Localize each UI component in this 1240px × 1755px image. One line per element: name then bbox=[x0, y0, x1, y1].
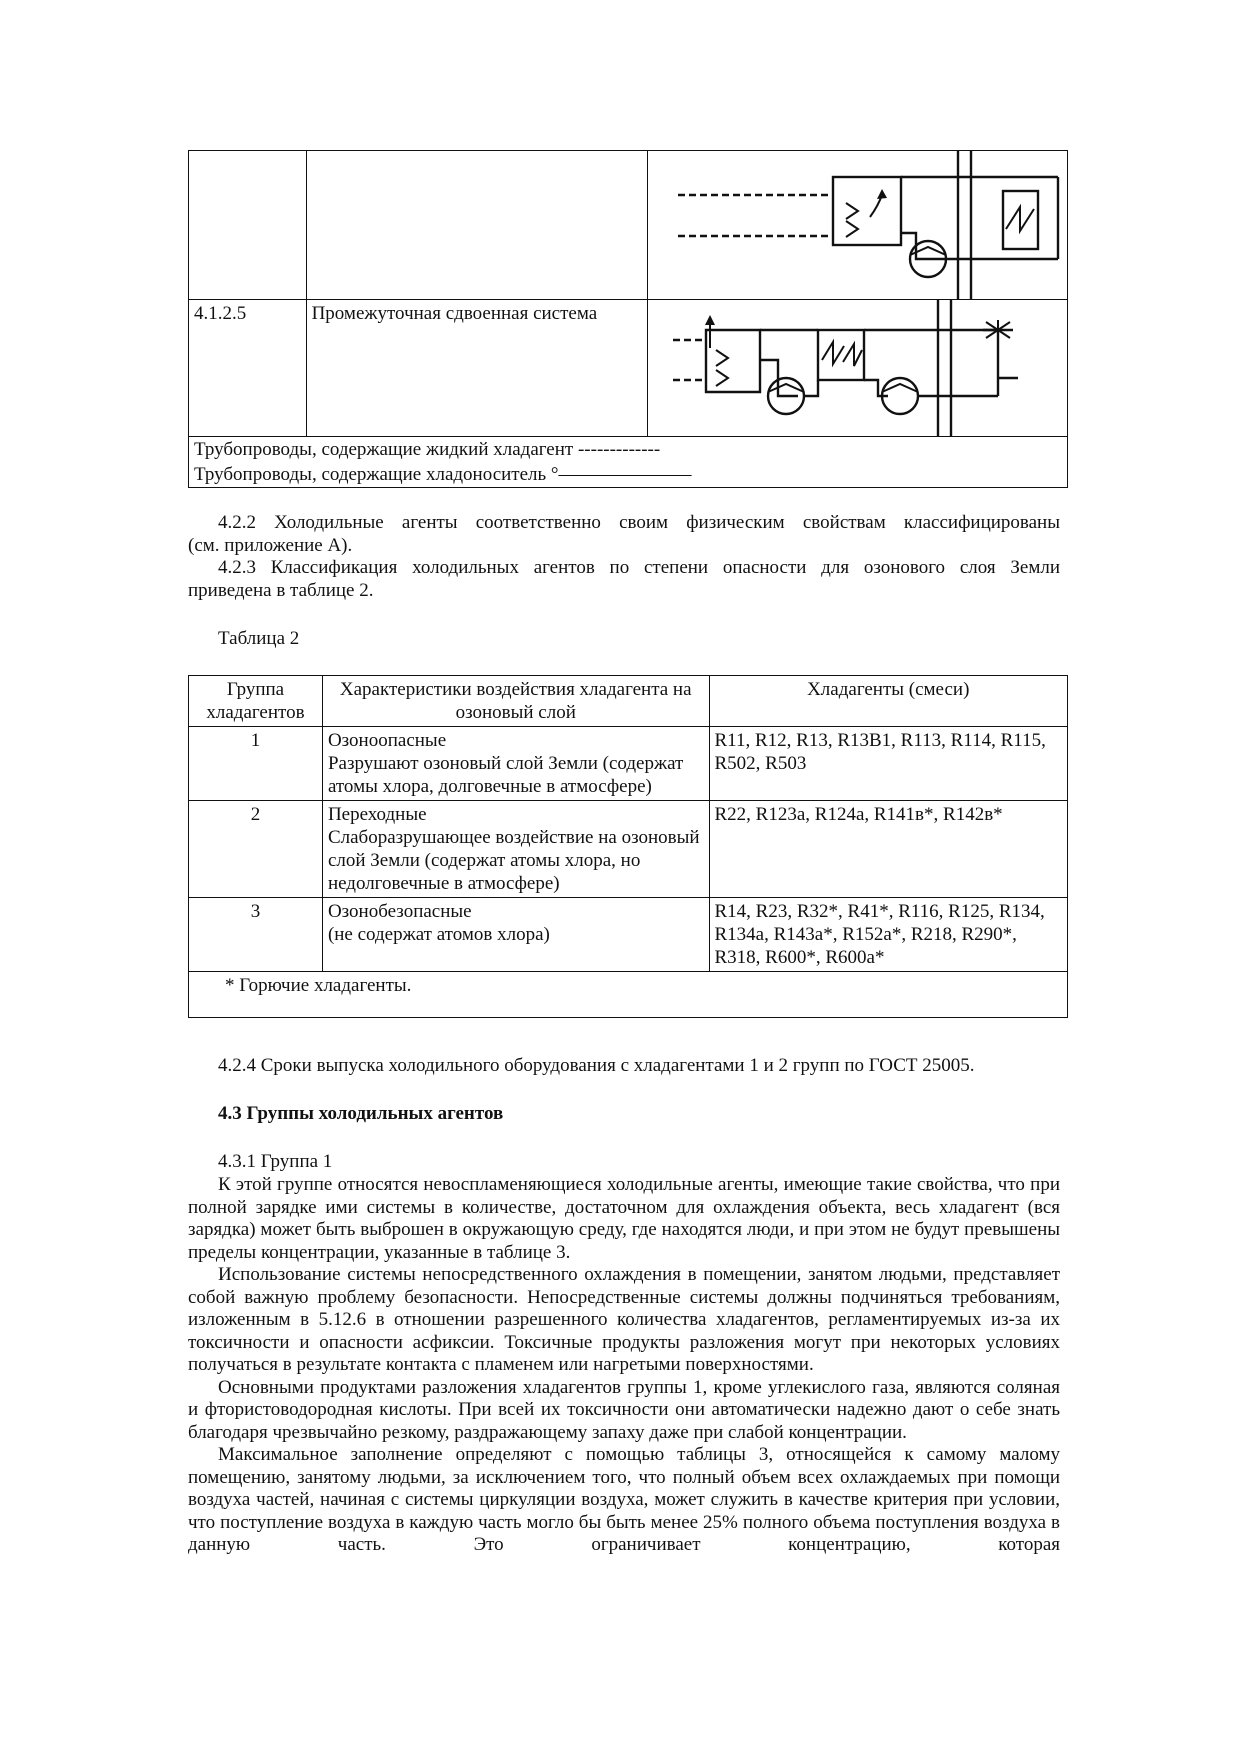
system-scheme-cell bbox=[647, 300, 1067, 437]
intermediate-dual-system-diagram bbox=[648, 300, 1067, 436]
subsection-title-431: 4.3.1 Группа 1 bbox=[218, 1151, 333, 1172]
group-number: 3 bbox=[189, 898, 323, 972]
text-line: 4.2.2 Холодильные агенты соответственно своим физическим свойствам классифицированы bbox=[218, 512, 1060, 533]
text-line: приведена в таблице 2. bbox=[188, 579, 374, 601]
system-code bbox=[189, 151, 307, 300]
group-number: 2 bbox=[189, 801, 323, 898]
char-desc: Разрушают озоновый слой Земли (содержат атомы хлора, долговечные в атмосфере) bbox=[327, 753, 684, 797]
system-name: Промежуточная сдвоенная система bbox=[306, 300, 647, 437]
char-desc: (не содержат атомов хлора) bbox=[327, 924, 550, 945]
characteristics bbox=[322, 727, 709, 801]
agents: R14, R23, R32*, R41*, R116, R125, R134, R134a, R143a*, R152a*, R218, R290*, R318, R600*, R600a* bbox=[709, 898, 1068, 972]
system-scheme-cell bbox=[647, 151, 1067, 300]
paragraph: К этой группе относятся невоспламеняющиеся холодильные агенты, имеющие такие свойства, что при полной зарядке ими системы в количестве, достаточном для охлаждения объекта, весь хладагент (вся зарядка) может быть выброшен в окружающую среду, где находятся люди, и при этом не будут превышены пределы концентрации, указанные в таблице 3. bbox=[188, 1174, 1060, 1263]
agents: R22, R123a, R124a, R141в*, R142в* bbox=[709, 801, 1068, 898]
table-row bbox=[189, 151, 1068, 300]
group-number: 1 bbox=[189, 727, 323, 801]
refrigerant-table bbox=[188, 675, 1068, 1018]
paragraph: Максимальное заполнение определяют с помощью таблицы 3, относящейся к самому малому помещению, занятому людьми, за исключением того, что полный объем всех охлаждаемых при помощи воздуха частей, начиная с системы циркуляции воздуха, может служить в качестве критерия при условии, что поступление воздуха в каждую часть могло бы быть менее 25% полного объема поступления воздуха в данную часть. Это ограничивает концентрацию, которая bbox=[188, 1444, 1060, 1555]
characteristics bbox=[322, 898, 709, 972]
header-agents: Хладагенты (смеси) bbox=[709, 676, 1068, 727]
char-title: Озонобезопасные bbox=[327, 901, 472, 922]
legend-coolant: Трубопроводы, содержащие хладоноситель °——————— bbox=[194, 464, 692, 485]
system-code: 4.1.2.5 bbox=[189, 300, 307, 437]
table-row bbox=[189, 801, 1068, 898]
systems-table bbox=[188, 150, 1068, 488]
paragraph: Использование системы непосредственного охлаждения в помещении, занятом людьми, представляет собой важную проблему безопасности. Непосредственные системы должны подчиняться требованиям, изложенным в 5.12.6 в отношении разрешенного количества хладагентов, регламентируемых из-за их токсичности и опасности асфиксии. Токсичные продукты разложения могут при некоторых условиях получаться в результате контакта с пламенем или нагретыми поверхностями. bbox=[188, 1264, 1060, 1375]
section-heading-43: 4.3 Группы холодильных агентов bbox=[218, 1103, 504, 1124]
text-line: 4.2.3 Классификация холодильных агентов по степени опасности для озонового слоя Земли bbox=[218, 557, 1060, 578]
header-characteristics: Характеристики воздействия хладагента на озоновый слой bbox=[322, 676, 709, 727]
table-row bbox=[189, 898, 1068, 972]
paragraph-424: 4.2.4 Сроки выпуска холодильного оборудования с хладагентами 1 и 2 групп по ГОСТ 25005. bbox=[218, 1055, 975, 1076]
table-row bbox=[189, 300, 1068, 437]
char-title: Переходные bbox=[327, 804, 427, 825]
footnote: * Горючие хладагенты. bbox=[189, 972, 1068, 1018]
table-header-row bbox=[189, 676, 1068, 727]
agents: R11, R12, R13, R13B1, R113, R114, R115, R502, R503 bbox=[709, 727, 1068, 801]
table-caption: Таблица 2 bbox=[218, 628, 300, 649]
indirect-system-diagram bbox=[648, 151, 1067, 299]
header-group: Группа хладагентов bbox=[189, 676, 323, 727]
char-title: Озоноопасные bbox=[327, 730, 447, 751]
characteristics bbox=[322, 801, 709, 898]
table-row bbox=[189, 437, 1068, 488]
table-footnote-row bbox=[189, 972, 1068, 1018]
char-desc: Слаборазрушающее воздействие на озоновый слой Земли (содержат атомы хлора, но недолговечные в атмосфере) bbox=[327, 827, 700, 894]
paragraph: Основными продуктами разложения хладагентов группы 1, кроме углекислого газа, являются соляная и фтористоводородная кислоты. При всей их токсичности они автоматически надежно дают о себе знать благодаря чрезвычайно резкому, раздражающему запаху даже при слабой концентрации. bbox=[188, 1376, 1060, 1443]
legend-liquid: Трубопроводы, содержащие жидкий хладагент ------------- bbox=[194, 439, 661, 460]
body-text bbox=[188, 1174, 1060, 1557]
system-name bbox=[306, 151, 647, 300]
paragraph-422-423 bbox=[188, 512, 1060, 602]
pipe-legend bbox=[189, 437, 1068, 488]
text-line: (см. приложение А). bbox=[188, 534, 353, 556]
table-row bbox=[189, 727, 1068, 801]
